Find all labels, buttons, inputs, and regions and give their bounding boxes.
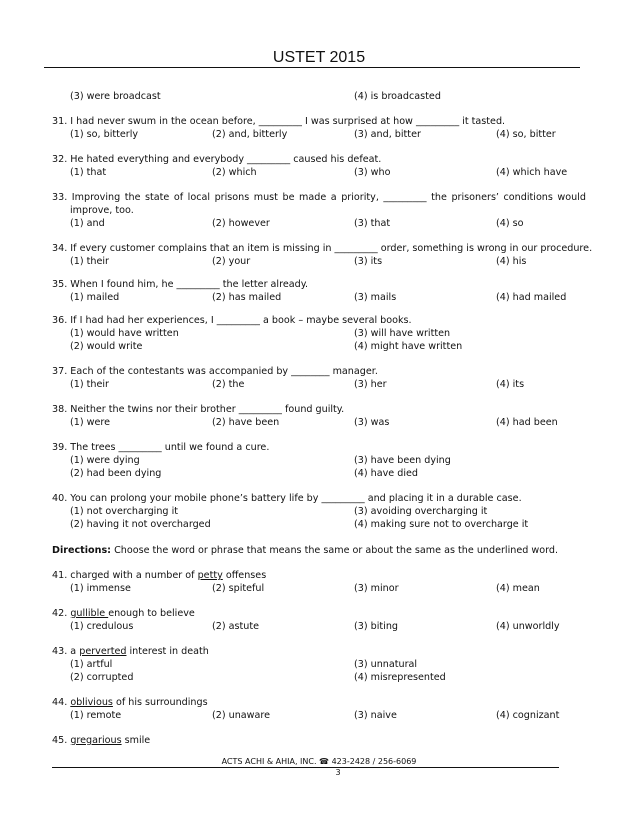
question-34	[52, 242, 592, 268]
question-text: 37. Each of the contestants was accompanied by ________ manager.	[52, 366, 378, 377]
question-text: 45. gregarious smile	[52, 735, 151, 746]
option-4: (4) is broadcasted	[354, 91, 441, 102]
option-2: (2) corrupted	[70, 672, 134, 683]
option-4: (4) cognizant	[496, 710, 560, 721]
page-title: USTET 2015	[272, 49, 366, 66]
option-4: (4) misrepresented	[354, 672, 446, 683]
option-2: (2) have been	[212, 417, 280, 428]
question-31	[52, 115, 592, 141]
option-2: (2) unaware	[212, 710, 271, 721]
question-text: 31. I had never swum in the ocean before, _________ I was surprised at how _________ it tasted.	[52, 116, 506, 127]
option-4: (4) his	[496, 256, 527, 267]
directions	[52, 544, 558, 557]
question-33	[52, 191, 592, 230]
question-36	[52, 314, 592, 353]
option-3: (3) its	[354, 256, 383, 267]
option-1: (1) immense	[70, 583, 131, 594]
title-divider	[44, 67, 580, 68]
option-3: (3) will have written	[354, 328, 451, 339]
question-text: 34. If every customer complains that an item is missing in _________ order, something is wrong in our procedure.	[52, 243, 593, 254]
question-42	[52, 607, 592, 633]
question-44	[52, 696, 592, 722]
option-4: (4) so, bitter	[496, 129, 556, 140]
question-45	[52, 734, 592, 747]
question-41	[52, 569, 592, 595]
option-2: (2) had been dying	[70, 468, 162, 479]
question-35	[52, 278, 592, 304]
option-2: (2) astute	[212, 621, 260, 632]
question-text: 43. a perverted interest in death	[52, 646, 209, 657]
option-4: (4) making sure not to overcharge it	[354, 519, 529, 530]
question-text: 33. Improving the state of local prisons must be made a priority, _________ the prisoners’ conditions would	[52, 192, 586, 203]
question-text: 35. When I found him, he _________ the letter already.	[52, 279, 309, 290]
option-2: (2) and, bitterly	[212, 129, 288, 140]
option-4: (4) have died	[354, 468, 418, 479]
option-4: (4) mean	[496, 583, 540, 594]
question-43	[52, 645, 592, 684]
option-2: (2) the	[212, 379, 245, 390]
option-1: (1) mailed	[70, 292, 120, 303]
underlined-word: gullible	[70, 608, 109, 619]
option-4: (4) which have	[496, 167, 568, 178]
question-text: 42. gullible enough to believe	[52, 608, 195, 619]
option-3: (3) and, bitter	[354, 129, 421, 140]
option-1: (1) remote	[70, 710, 122, 721]
underlined-word: oblivious	[70, 697, 113, 708]
option-3: (3) her	[354, 379, 387, 390]
option-1: (1) that	[70, 167, 107, 178]
option-3: (3) naive	[354, 710, 397, 721]
option-1: (1) so, bitterly	[70, 129, 139, 140]
question-39	[52, 441, 592, 480]
option-1: (1) artful	[70, 659, 113, 670]
option-2: (2) your	[212, 256, 251, 267]
option-1: (1) and	[70, 218, 105, 229]
question-text: 44. oblivious of his surroundings	[52, 697, 208, 708]
option-4: (4) had been	[496, 417, 558, 428]
option-3: (3) was	[354, 417, 390, 428]
question-30-continuation	[52, 90, 592, 103]
option-3: (3) who	[354, 167, 391, 178]
option-2: (2) spiteful	[212, 583, 265, 594]
option-1: (1) credulous	[70, 621, 134, 632]
page-number: 3	[335, 768, 341, 777]
option-1: (1) were	[70, 417, 111, 428]
option-2: (2) has mailed	[212, 292, 282, 303]
option-3: (3) biting	[354, 621, 398, 632]
option-3: (3) unnatural	[354, 659, 418, 670]
option-4: (4) so	[496, 218, 524, 229]
option-3: (3) minor	[354, 583, 399, 594]
question-text: 39. The trees _________ until we found a cure.	[52, 442, 270, 453]
option-3: (3) were broadcast	[70, 91, 161, 102]
option-4: (4) unworldly	[496, 621, 560, 632]
option-2: (2) having it not overcharged	[70, 519, 211, 530]
option-1: (1) were dying	[70, 455, 140, 466]
option-4: (4) might have written	[354, 341, 463, 352]
option-4: (4) its	[496, 379, 525, 390]
question-text-continued: improve, too.	[70, 205, 134, 216]
underlined-word: petty	[197, 570, 223, 581]
directions-label: Directions:	[52, 545, 112, 556]
question-37	[52, 365, 592, 391]
option-2: (2) however	[212, 218, 270, 229]
option-1: (1) their	[70, 379, 109, 390]
question-text: 32. He hated everything and everybody _________ caused his defeat.	[52, 154, 382, 165]
option-4: (4) had mailed	[496, 292, 567, 303]
question-text: 40. You can prolong your mobile phone’s battery life by _________ and placing it in a durable case.	[52, 493, 522, 504]
question-text: 41. charged with a number of petty offenses	[52, 570, 267, 581]
option-3: (3) mails	[354, 292, 397, 303]
underlined-word: perverted	[79, 646, 127, 657]
question-38	[52, 403, 592, 429]
question-text: 38. Neither the twins nor their brother _________ found guilty.	[52, 404, 345, 415]
option-2: (2) which	[212, 167, 257, 178]
option-1: (1) not overcharging it	[70, 506, 178, 517]
option-2: (2) would write	[70, 341, 143, 352]
footer-contact: ACTS ACHI & AHIA, INC. ☎ 423-2428 / 256-6069	[221, 757, 417, 766]
option-3: (3) have been dying	[354, 455, 451, 466]
question-text: 36. If I had had her experiences, I _________ a book – maybe several books.	[52, 315, 412, 326]
option-3: (3) avoiding overcharging it	[354, 506, 488, 517]
option-1: (1) their	[70, 256, 109, 267]
option-1: (1) would have written	[70, 328, 179, 339]
option-3: (3) that	[354, 218, 391, 229]
underlined-word: gregarious	[70, 735, 122, 746]
question-32	[52, 153, 592, 179]
directions-text: Choose the word or phrase that means the same or about the same as the underlined word.	[111, 545, 559, 556]
question-40	[52, 492, 592, 531]
